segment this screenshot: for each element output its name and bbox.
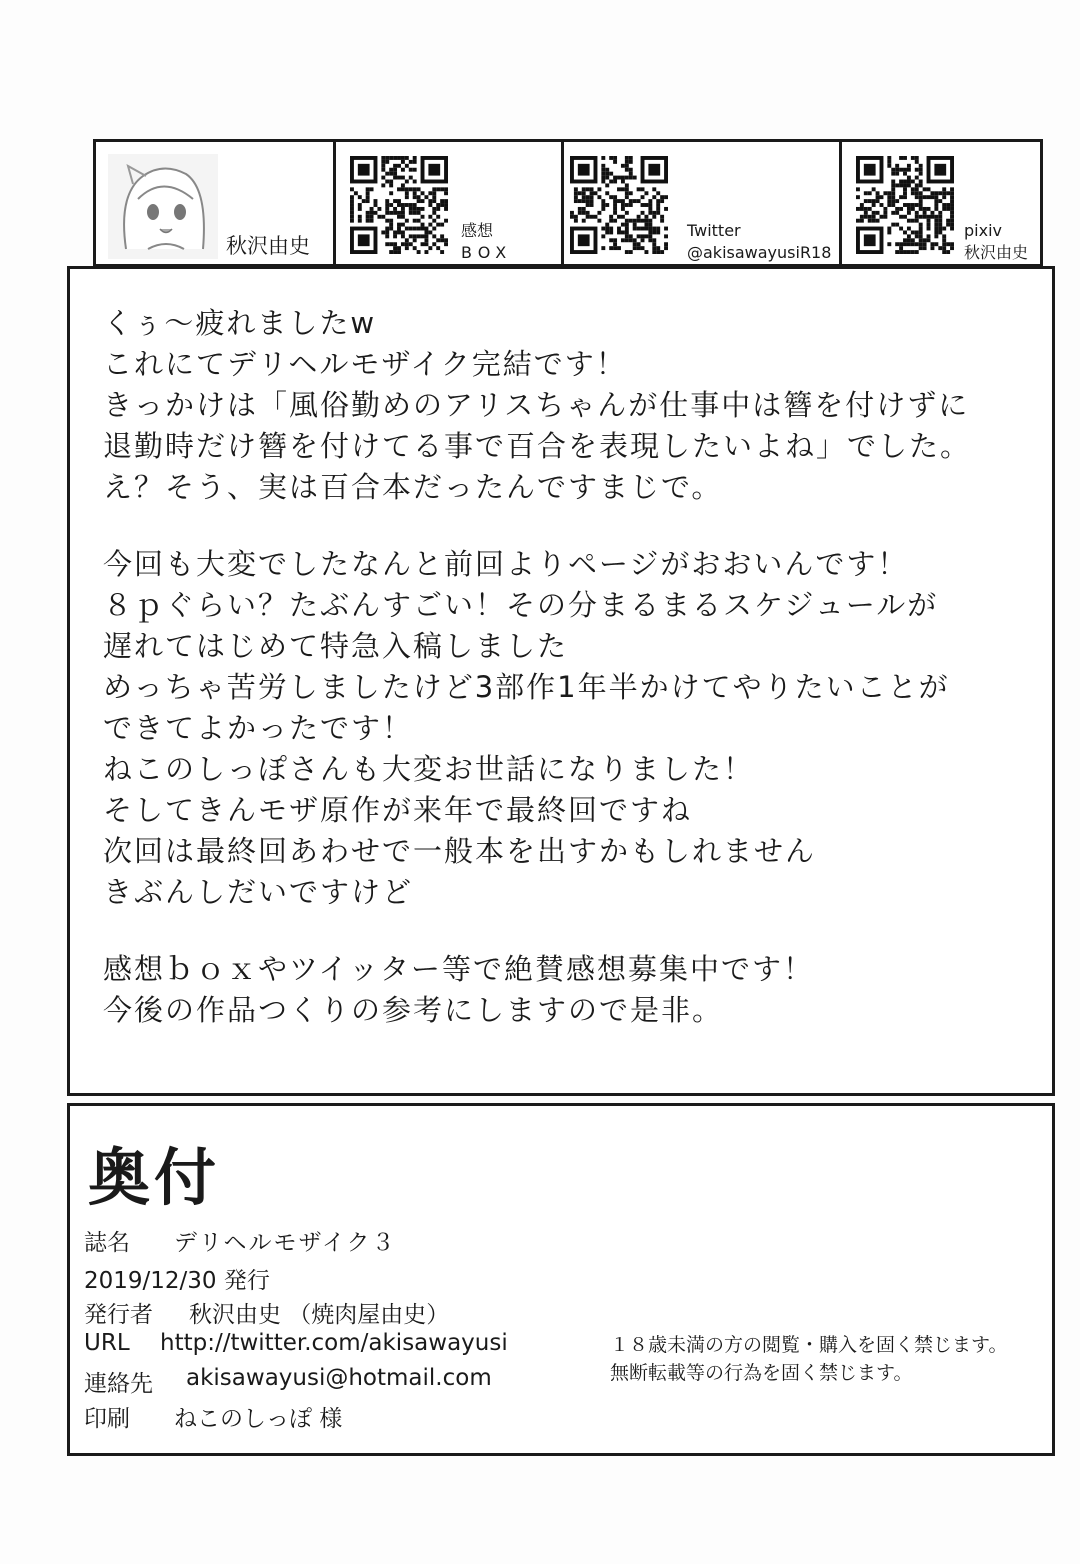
feedback-box-cell — [336, 142, 564, 264]
title-row — [84, 1224, 396, 1257]
author-cell — [96, 142, 336, 264]
afterword-line: これにてデリヘルモザイク完結です！ — [103, 347, 627, 381]
printer-row — [84, 1400, 342, 1433]
pixiv-qr-icon[interactable] — [856, 156, 954, 254]
url-link[interactable]: http://twitter.com/akisawayusi — [160, 1330, 508, 1356]
afterword-line: そしてきんモザ原作が来年で最終回ですね — [103, 793, 693, 827]
author-name: 秋沢由史 — [226, 234, 310, 258]
twitter-cell — [564, 142, 842, 264]
reproduction-notice: 無断転載等の行為を固く禁じます。 — [610, 1362, 913, 1384]
title-label: 誌名 — [84, 1230, 130, 1256]
afterword-box — [67, 266, 1055, 1096]
colophon-title: 奥付 — [88, 1141, 221, 1214]
twitter-qr-icon[interactable] — [570, 156, 668, 254]
feedback-box-label: 感想 BOX — [461, 221, 513, 262]
afterword-line: きっかけは「風俗勤めのアリスちゃんが仕事中は簪を付けずに — [103, 388, 970, 422]
contact-email[interactable]: akisawayusi@hotmail.com — [186, 1365, 492, 1391]
afterword-line: え？そう、実は百合本だったんですまじで。 — [103, 470, 723, 504]
afterword-line: 遅れてはじめて特急入稿しました — [103, 629, 569, 663]
pixiv-label: pixiv 秋沢由史 — [964, 221, 1029, 262]
author-avatar-illustration — [108, 154, 218, 259]
contact-label: 連絡先 — [84, 1371, 153, 1397]
publisher-row — [84, 1296, 449, 1329]
header-strip — [93, 139, 1043, 267]
title-value: デリヘルモザイク３ — [174, 1230, 397, 1256]
afterword-text — [103, 303, 971, 1031]
contact-row — [84, 1365, 492, 1398]
afterword-line: ８ｐぐらい？たぶんすごい！その分まるまるスケジュールが — [103, 588, 939, 622]
afterword-line: ねこのしっぽさんも大変お世話になりました！ — [103, 752, 755, 786]
date-row — [84, 1262, 270, 1295]
publish-date: 2019/12/30 発行 — [84, 1268, 270, 1294]
age-restriction-notice: １８歳未満の方の閲覧・購入を固く禁じます。 — [610, 1334, 1008, 1356]
colophon-box — [67, 1103, 1055, 1456]
url-row — [84, 1330, 508, 1356]
afterword-line: くぅ〜疲れましたw — [103, 306, 377, 340]
printer-value: ねこのしっぽ 様 — [174, 1406, 343, 1432]
afterword-line: 次回は最終回あわせで一般本を出すかもしれません — [103, 834, 817, 868]
publisher-value: 秋沢由史 （焼肉屋由史） — [189, 1302, 450, 1328]
afterword-line: 今回も大変でしたなんと前回よりページがおおいんです！ — [103, 547, 909, 581]
afterword-line: きぶんしだいですけど — [103, 875, 414, 909]
afterword-line: 感想ｂｏｘやツイッター等で絶賛感想募集中です！ — [103, 952, 814, 986]
afterword-line: めっちゃ苦労しましたけど3部作1年半かけてやりたいことが — [103, 670, 950, 704]
printer-label: 印刷 — [84, 1406, 130, 1432]
afterword-line: 退勤時だけ簪を付けてる事で百合を表現したいよね」でした。 — [103, 429, 972, 463]
url-label: URL — [84, 1330, 130, 1356]
twitter-label: Twitter @akisawayusiR18 — [687, 221, 832, 262]
feedback-box-qr-icon[interactable] — [350, 156, 448, 254]
afterword-line: 今後の作品つくりの参考にしますので是非。 — [103, 993, 724, 1027]
pixiv-cell — [842, 142, 1040, 264]
publisher-label: 発行者 — [84, 1302, 153, 1328]
afterword-line: できてよかったです！ — [103, 711, 414, 745]
